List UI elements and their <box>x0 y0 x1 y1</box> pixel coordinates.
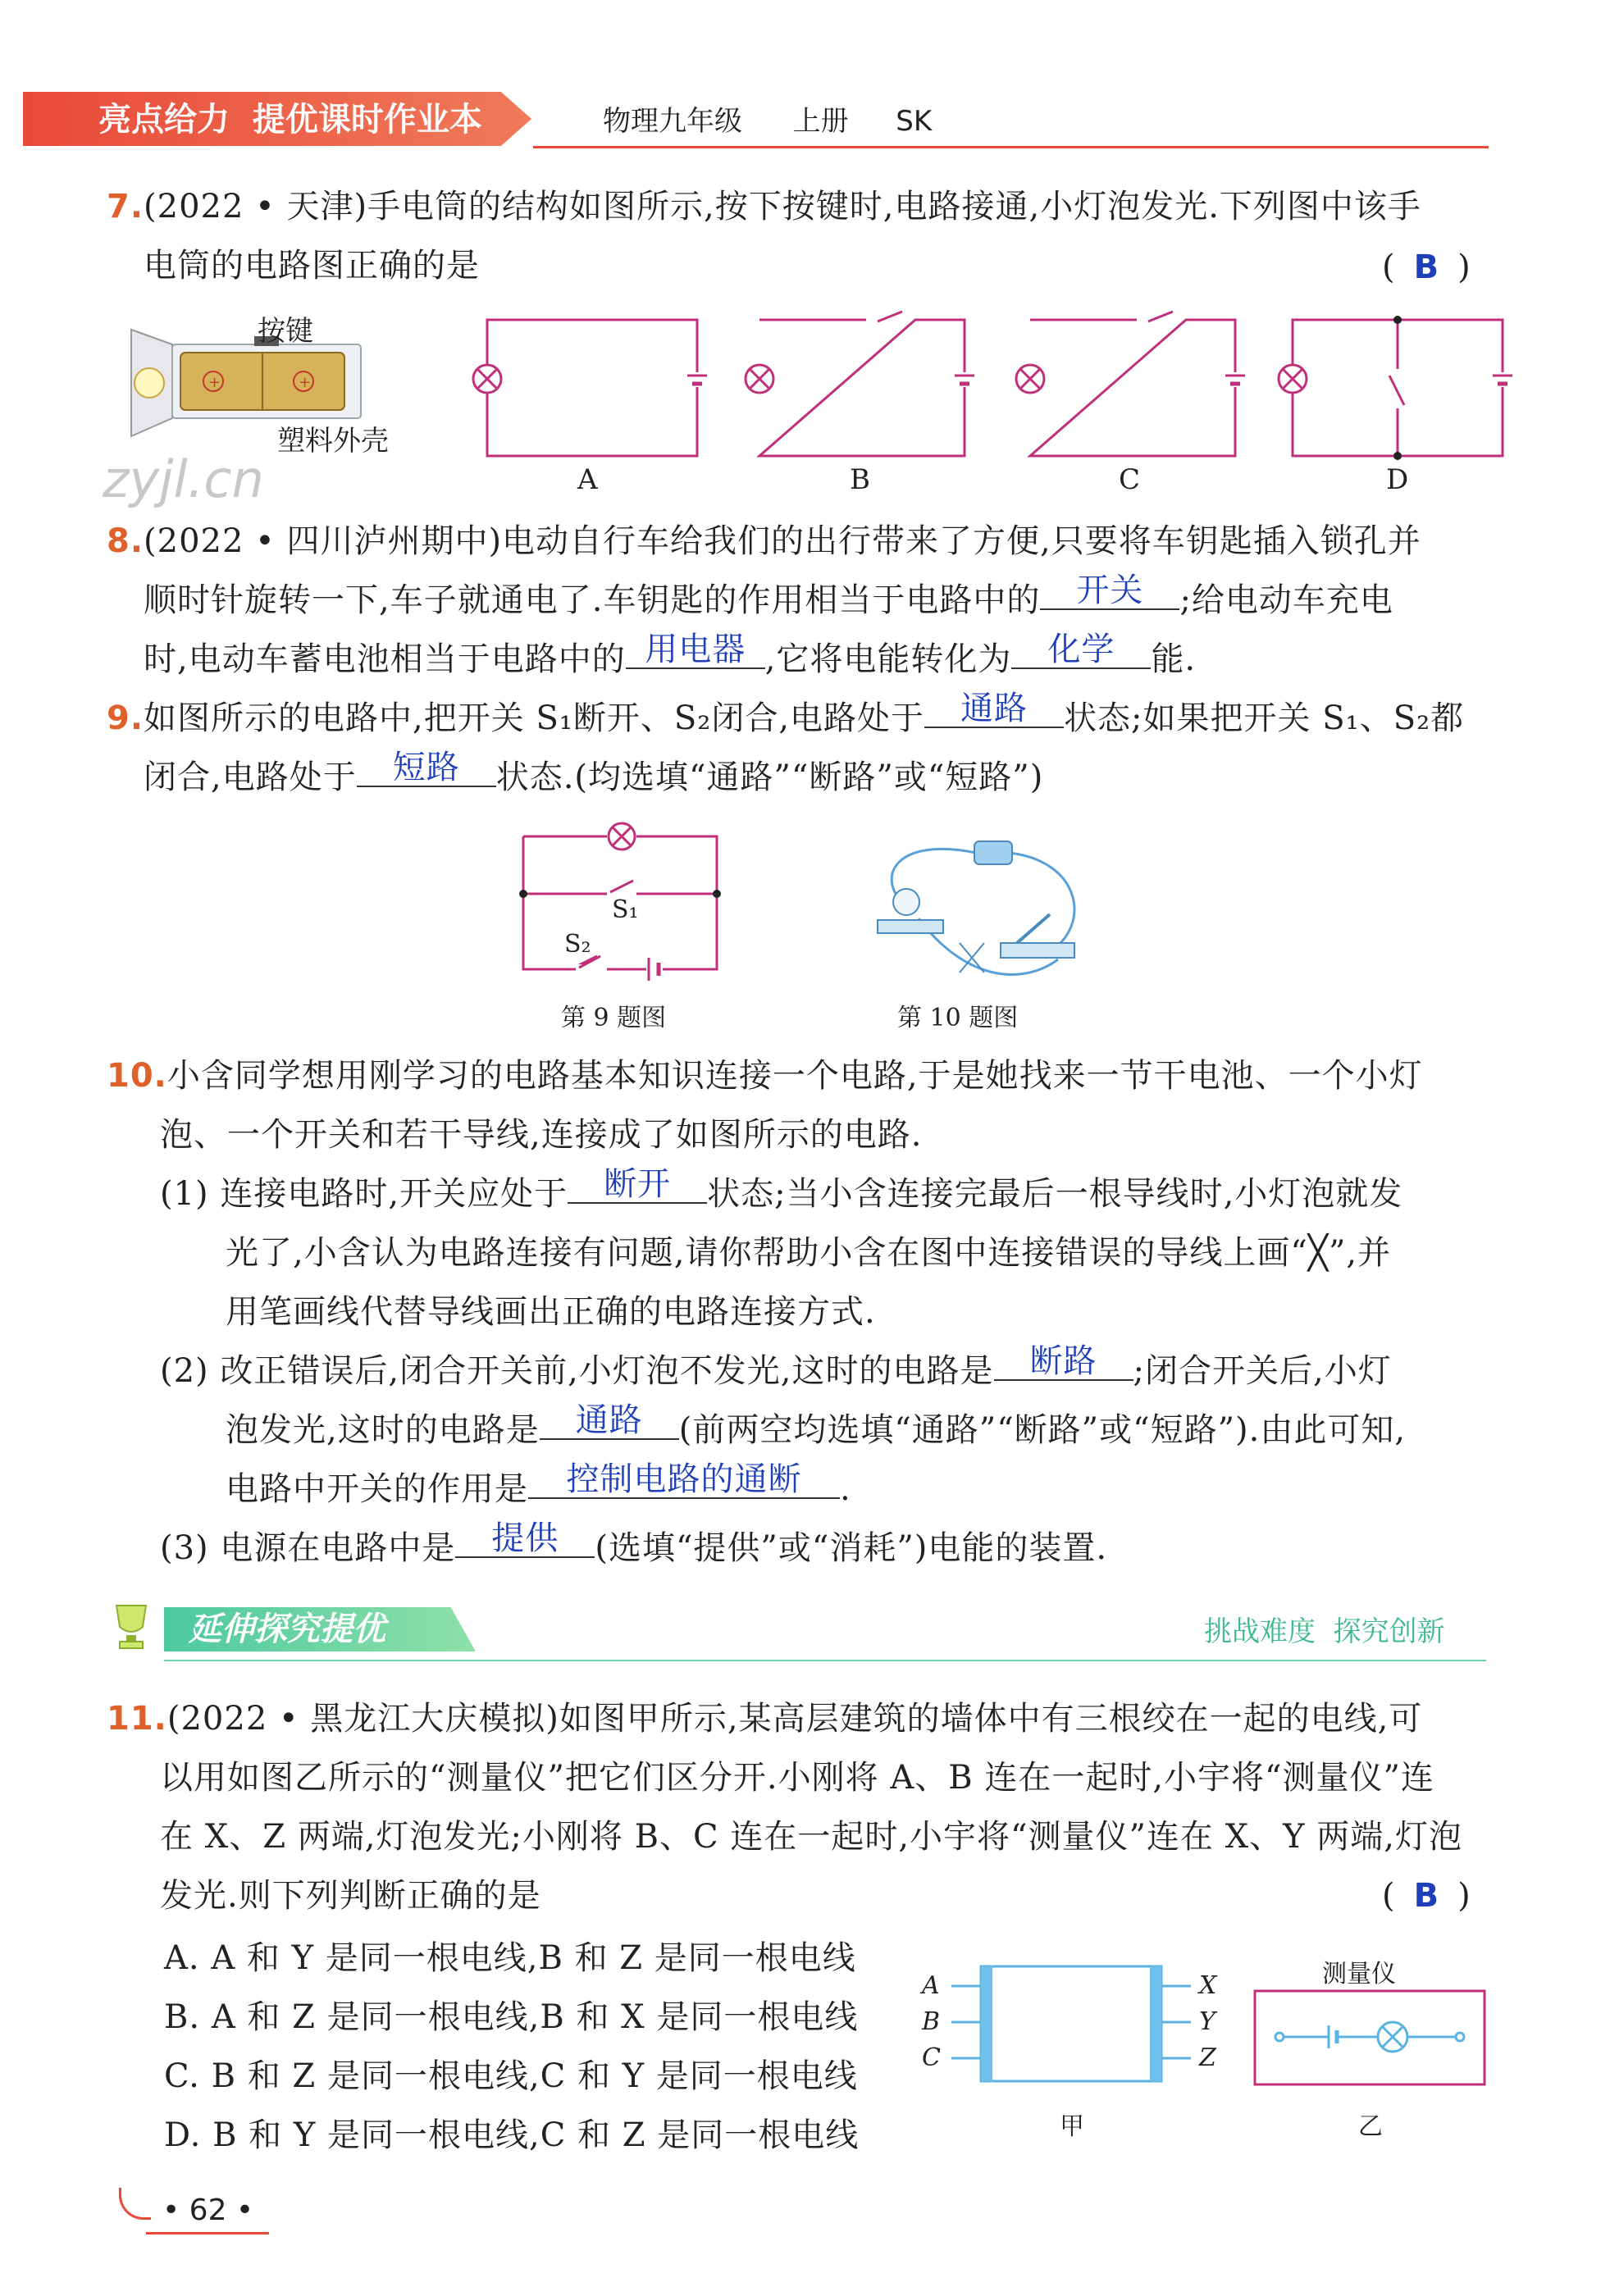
header-edition: SK <box>896 105 933 138</box>
q11-option-c: C. B 和 Z 是同一根电线,C 和 Y 是同一根电线 <box>164 2057 858 2095</box>
q11-option-b: B. A 和 Z 是同一根电线,B 和 X 是同一根电线 <box>164 1998 859 2036</box>
watermark: zyjl.cn <box>103 449 264 509</box>
q9-fig-s2-label: S₂ <box>564 930 591 959</box>
q11-line1 <box>107 1689 1422 1748</box>
q10-p1b: 状态;当小含连接完最后一根导线时,小灯泡就发 <box>707 1175 1403 1213</box>
q10-p2a: (2) 改正错误后,闭合开关前,小灯泡不发光,这时的电路是 <box>160 1352 994 1390</box>
q10-answer-3: 通路 <box>540 1402 679 1440</box>
q7-line1 <box>107 177 1421 236</box>
q11-label-a: A <box>922 1971 940 2000</box>
q7-fig-key-label: 按键 <box>258 315 313 348</box>
page-number: • 62 • <box>162 2194 254 2227</box>
page-number-decor <box>119 2188 151 2220</box>
q11-line4: 发光.则下列判断正确的是 <box>160 1877 541 1915</box>
q11-meter-label: 测量仪 <box>1322 1960 1396 1988</box>
header-subject <box>603 102 932 141</box>
q11-label-z: Z <box>1199 2043 1216 2072</box>
section-rule <box>164 1660 1486 1661</box>
q8-answer-2: 用电器 <box>626 631 765 669</box>
q10-number: 10. <box>107 1057 167 1095</box>
header-rule <box>533 146 1489 148</box>
q8-number: 8. <box>107 522 144 560</box>
q10-p1-line2: 光了,小含认为电路连接有问题,请你帮助小含在图中连接错误的导线上画“╳”,并 <box>226 1234 1392 1272</box>
q11-number: 11. <box>107 1700 167 1738</box>
q11-label-y: Y <box>1199 2007 1215 2036</box>
q7-answer: B <box>1413 248 1440 286</box>
q8-answer-1: 开关 <box>1040 572 1179 610</box>
q8-text3c: 能. <box>1151 640 1197 678</box>
q9-text1a: 如图所示的电路中,把开关 S₁断开、S₂闭合,电路处于 <box>144 699 925 737</box>
q11-answer-paren: ( B ) <box>1382 1877 1471 1915</box>
q8-line2 <box>144 571 1393 630</box>
q9-answer-1: 通路 <box>924 690 1064 728</box>
q10-p2f: . <box>840 1470 851 1508</box>
q10-answer-1: 断开 <box>568 1166 707 1204</box>
q9-fig-s1-label: S₁ <box>612 895 639 924</box>
page-number-rule <box>146 2232 269 2234</box>
q9-line1 <box>107 689 1464 748</box>
q10-line1 <box>107 1046 1423 1105</box>
q10-answer-4: 控制电路的通断 <box>528 1461 840 1499</box>
q7-circuit-options <box>459 303 1517 467</box>
q8-line1 <box>107 512 1421 571</box>
q7-answer-paren: ( B ) <box>1382 248 1471 286</box>
q9-answer-2: 短路 <box>357 749 496 787</box>
q8-text1: (2022 • 四川泸州期中)电动自行车给我们的出行带来了方便,只要将车钥匙插入锁孔并 <box>144 522 1421 560</box>
header-volume: 上册 <box>792 105 849 138</box>
q11-text1: (2022 • 黑龙江大庆模拟)如图甲所示,某高层建筑的墙体中有三根绞在一起的电线,可 <box>166 1700 1423 1738</box>
q11-answer: B <box>1413 1877 1440 1915</box>
q7-option-a: A <box>577 463 598 496</box>
section-title: 延伸探究提优 <box>189 1610 385 1648</box>
q10-line2: 泡、一个开关和若干导线,连接成了如图所示的电路. <box>160 1116 923 1154</box>
q10-p1-line3: 用笔画线代替导线画出正确的电路连接方式. <box>226 1293 876 1331</box>
svg-text:+: + <box>208 374 221 391</box>
q10-p2e: 电路中开关的作用是 <box>226 1470 528 1508</box>
q10-p3a: (3) 电源在电路中是 <box>160 1529 456 1567</box>
q10-p3b: (选填“提供”或“消耗”)电能的装置. <box>595 1529 1108 1567</box>
q7-text1: (2022 • 天津)手电筒的结构如图所示,按下按键时,电路接通,小灯泡发光.下列图中该手 <box>144 188 1421 226</box>
q8-line3 <box>144 630 1196 689</box>
q8-text3b: ,它将电能转化为 <box>764 640 1012 678</box>
q10-p1a: (1) 连接电路时,开关应处于 <box>160 1175 568 1213</box>
q11-label-x: X <box>1199 1971 1217 2000</box>
q10-p1-line1 <box>160 1164 1402 1223</box>
q8-text3a: 时,电动车蓄电池相当于电路中的 <box>144 640 626 678</box>
q10-p3-line1 <box>160 1519 1107 1578</box>
q11-line2: 以用如图乙所示的“测量仪”把它们区分开.小刚将 A、B 连在一起时,小宇将“测量仪”连 <box>160 1759 1434 1797</box>
q10-p2-line1 <box>160 1342 1392 1401</box>
q8-text2b: ;给电动车充电 <box>1179 581 1393 619</box>
q8-answer-3: 化学 <box>1011 631 1151 669</box>
q11-line3: 在 X、Z 两端,灯泡发光;小刚将 B、C 连在一起时,小宇将“测量仪”连在 X、Y 两端,灯泡 <box>160 1818 1462 1856</box>
q10-answer-2: 断路 <box>994 1343 1133 1381</box>
q7-option-d: D <box>1386 463 1409 496</box>
q7-option-b: B <box>850 463 870 496</box>
q11-option-d: D. B 和 Y 是同一根电线,C 和 Z 是同一根电线 <box>164 2116 860 2154</box>
q11-figure-yi <box>1247 1983 1493 2089</box>
q10-p2c: 泡发光,这时的电路是 <box>226 1411 540 1449</box>
q9-number: 9. <box>107 699 144 737</box>
q11-caption-yi: 乙 <box>1358 2112 1383 2141</box>
q11-caption-jia: 甲 <box>1060 2112 1084 2141</box>
q10-answer-5: 提供 <box>455 1520 595 1558</box>
q7-fig-shell-label: 塑料外壳 <box>277 425 389 458</box>
header-series: 亮点给力 提优课时作业本 <box>98 101 482 139</box>
q7-line2: 电筒的电路图正确的是 <box>144 247 480 285</box>
q11-figure-jia <box>910 1952 1238 2099</box>
header-subject-text: 物理九年级 <box>603 105 742 138</box>
q10-p2d: (前两空均选填“通路”“断路”或“短路”).由此可知, <box>678 1411 1407 1449</box>
section-subtitle: 挑战难度 探究创新 <box>1204 1615 1445 1648</box>
q9-text2b: 状态.(均选填“通路”“断路”或“短路”) <box>495 758 1044 796</box>
section-trophy-icon <box>107 1599 156 1651</box>
q9-text1b: 状态;如果把开关 S₁、S₂都 <box>1064 699 1465 737</box>
q10-text1: 小含同学想用刚学习的电路基本知识连接一个电路,于是她找来一节干电池、一个小灯 <box>166 1057 1423 1095</box>
q11-option-a: A. A 和 Y 是同一根电线,B 和 Z 是同一根电线 <box>164 1939 856 1977</box>
q10-p2b: ;闭合开关后,小灯 <box>1133 1352 1392 1390</box>
q8-text2a: 顺时针旋转一下,车子就通电了.车钥匙的作用相当于电路中的 <box>144 581 1041 619</box>
q7-number: 7. <box>107 188 144 226</box>
q9-text2a: 闭合,电路处于 <box>144 758 357 796</box>
q10-circuit-picture <box>845 828 1091 992</box>
q9-caption: 第 9 题图 <box>561 1004 667 1032</box>
q7-option-c: C <box>1119 463 1141 496</box>
q11-label-b: B <box>922 2007 941 2036</box>
q10-caption: 第 10 题图 <box>897 1004 1019 1032</box>
q10-p2-line2 <box>226 1401 1406 1460</box>
q11-label-c: C <box>922 2043 941 2072</box>
q9-line2 <box>144 748 1043 807</box>
q10-p2-line3 <box>226 1460 851 1519</box>
svg-text:+: + <box>299 374 312 391</box>
